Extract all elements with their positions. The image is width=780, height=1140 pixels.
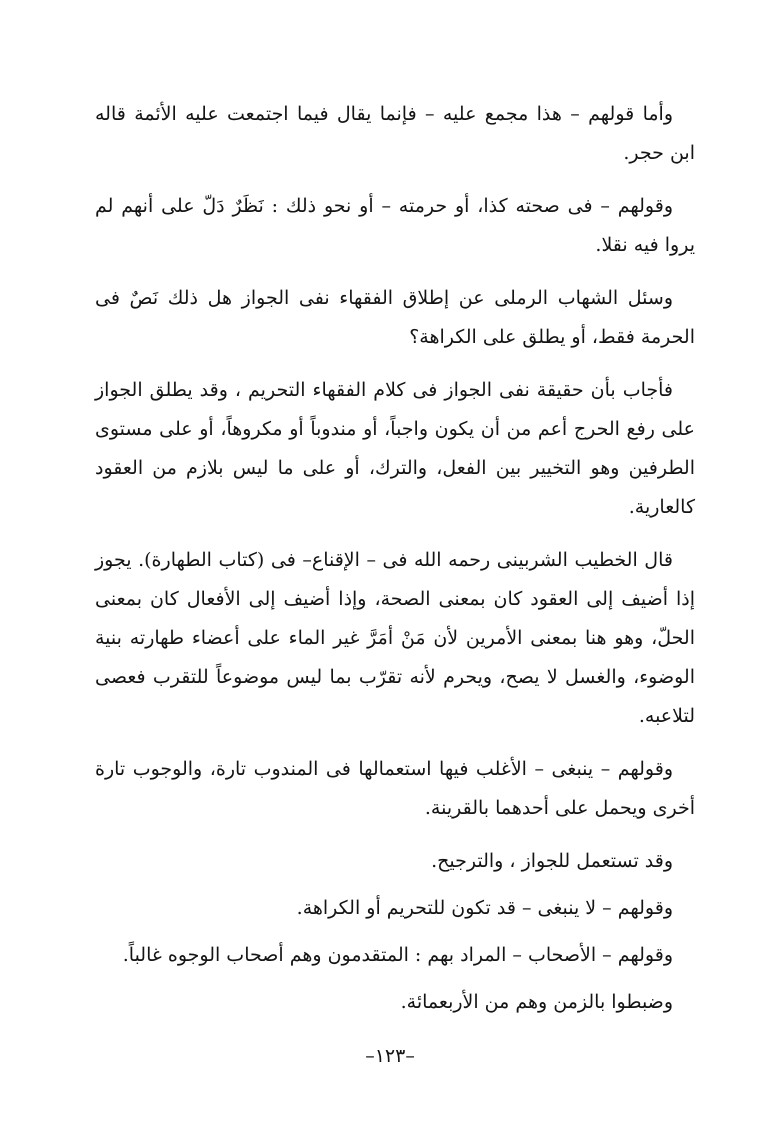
paragraph-jawaz: وقد تستعمل للجواز ، والترجيح.	[431, 850, 673, 872]
paragraph-ramli-answer: فأجاب بأن حقيقة نفى الجواز فى كلام الفقهاء التحريم ، وقد يطلق الجواز على رفع الحرج أعم من أن يكون واجباً، أو مندوباً أو مكروهاً، أو على مستوى الطرفين وهو التخيير بين الفعل، والترك، أو على ما ليس بلازم من العقود كالعارية.	[95, 379, 695, 518]
paragraph-la-yanbaghi: وقولهم – لا ينبغى – قد تكون للتحريم أو الكراهة.	[296, 897, 673, 919]
paragraph-shirbini: قال الخطيب الشربينى رحمه الله فى – الإقناع– فى (كتاب الطهارة). يجوز إذا أضيف إلى العقود كان بمعنى الصحة، وإذا أضيف إلى الأفعال كان بمعنى الحلّ، وهو هنا بمعنى الأمرين لأن مَنْ أمَرَّ غير الماء على أعضاء طهارته بنية الوضوء، والغسل لا يصح، ويحرم لأنه تقرّب بما ليس موضوعاً للتقرب فعصى لتلاعبه.	[95, 549, 695, 727]
paragraph-yanbaghi: وقولهم – ينبغى – الأغلب فيها استعمالها فى المندوب تارة، والوجوب تارة أخرى ويحمل على أحدهما بالقرينة.	[95, 758, 695, 819]
paragraph-arbaamiah: وضبطوا بالزمن وهم من الأربعمائة.	[400, 991, 673, 1013]
document-body	[95, 95, 695, 1036]
paragraph-ashab: وقولهم – الأصحاب – المراد بهم : المتقدمون وهم أصحاب الوجوه غالباً.	[122, 944, 673, 966]
paragraph-nazar: وقولهم – فى صحته كذا، أو حرمته – أو نحو ذلك : نَظَرٌ دَلّ على أنهم لم يروا فيه نقلا.	[95, 195, 695, 256]
page-number: –١٢٣–	[365, 1045, 415, 1067]
paragraph-ijma: وأما قولهم – هذا مجمع عليه – فإنما يقال فيما اجتمعت عليه الأئمة قاله ابن حجر.	[95, 103, 695, 164]
paragraph-ramli-question: وسئل الشهاب الرملى عن إطلاق الفقهاء نفى الجواز هل ذلك نَصٌ فى الحرمة فقط، أو يطلق على الكراهة؟	[95, 287, 695, 348]
